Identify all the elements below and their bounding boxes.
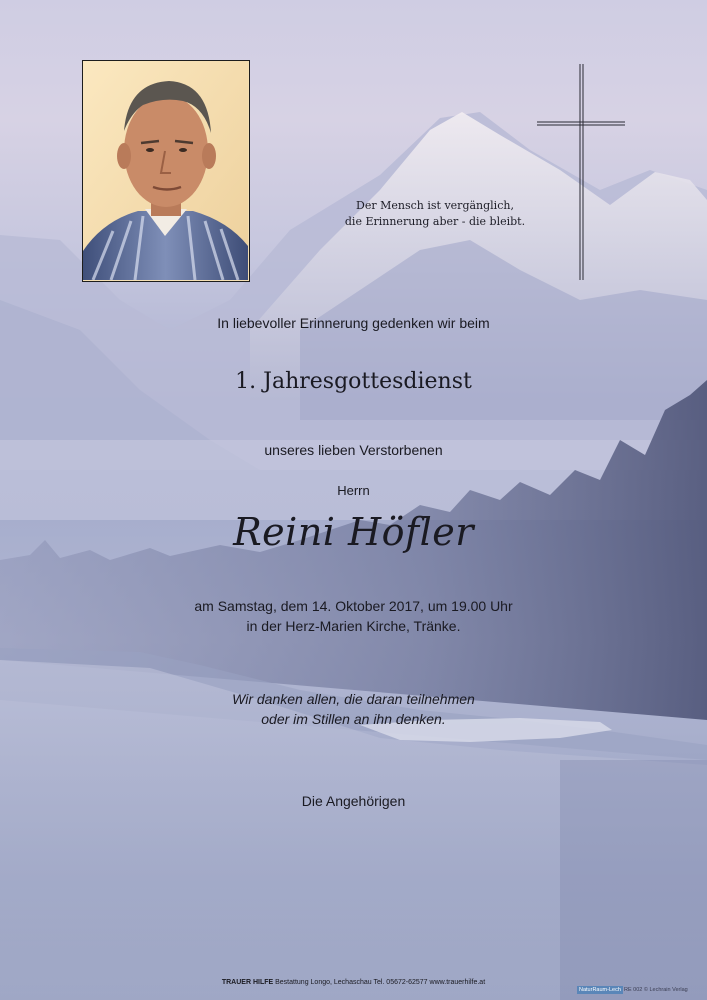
footer-brand: TRAUER HILFE xyxy=(221,979,274,986)
thanks-line-1: Wir danken allen, die daran teilnehmen xyxy=(232,691,475,707)
naturraum-badge: NaturRaum-Lech xyxy=(579,987,621,993)
footer-contact: Bestattung Longo, Lechaschau Tel. 05672-62577 www.trauerhilfe.at xyxy=(275,979,486,986)
product-code: RE 002 xyxy=(624,987,643,993)
service-date-time: am Samstag, dem 14. Oktober 2017, um 19.00 Uhr xyxy=(194,598,513,614)
cross-icon xyxy=(537,64,627,282)
thanks-line-2: oder im Stillen an ihn denken. xyxy=(261,711,446,727)
thanks-message xyxy=(0,689,707,729)
intro-text: In liebevoller Erinnerung gedenken wir beim xyxy=(217,315,490,331)
salutation-text: Herrn xyxy=(337,483,370,498)
portrait-photo xyxy=(82,60,250,282)
beloved-text: unseres lieben Verstorbenen xyxy=(264,442,443,458)
signoff-text: Die Angehörigen xyxy=(301,793,406,809)
memorial-quote xyxy=(320,198,550,230)
quote-line-2: die Erinnerung aber - die bleibt. xyxy=(344,215,526,228)
deceased-name: Reini Höfler xyxy=(233,510,474,554)
publisher-credit: © Lechrain Verlag xyxy=(643,987,688,993)
footer-credits xyxy=(0,979,707,986)
quote-line-1: Der Mensch ist vergänglich, xyxy=(356,199,514,212)
service-location: in der Herz-Marien Kirche, Tränke. xyxy=(246,618,461,634)
service-details xyxy=(0,596,707,636)
event-title: 1. Jahresgottesdienst xyxy=(235,369,472,394)
publisher-codes xyxy=(624,986,688,994)
